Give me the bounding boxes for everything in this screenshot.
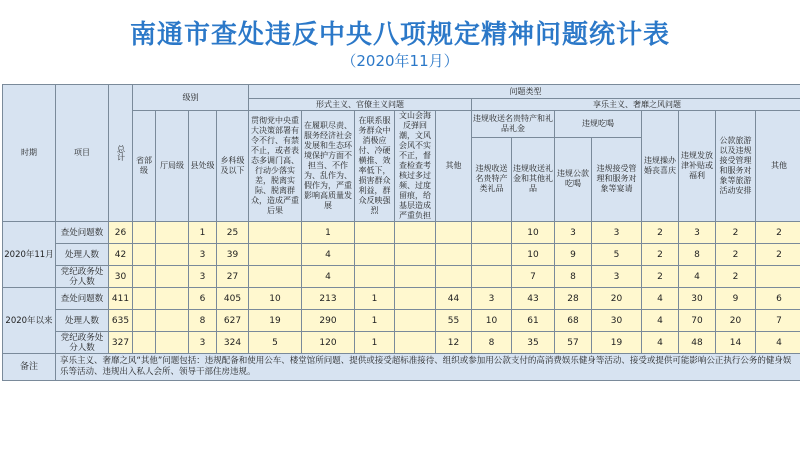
value-cell: 1 [355, 310, 395, 332]
value-cell: 44 [436, 288, 472, 310]
header-level-bureau: 厅局级 [156, 111, 189, 222]
value-cell [395, 222, 436, 244]
header-dining-group: 违规吃喝 [555, 111, 642, 138]
value-cell: 70 [679, 310, 716, 332]
value-cell: 9 [716, 288, 756, 310]
header-formalism-4: 文山会海反弹回潮，文风会风不实不正，督查检查考核过多过频、过度留痕，给基层造成严重负担 [395, 111, 436, 222]
value-cell: 35 [512, 332, 555, 354]
value-cell: 39 [217, 244, 249, 266]
row-item: 查处问题数 [56, 288, 109, 310]
value-cell: 25 [217, 222, 249, 244]
table-row [3, 310, 800, 332]
value-cell: 8 [679, 244, 716, 266]
header-level-province: 省部级 [133, 111, 156, 222]
value-cell: 42 [109, 244, 133, 266]
value-cell [249, 222, 302, 244]
value-cell: 8 [189, 310, 217, 332]
header-problem-type: 问题类型 [249, 85, 800, 99]
header-tourism: 公款旅游以及违规接受管理和服务对象等旅游活动安排 [716, 111, 756, 222]
value-cell: 10 [249, 288, 302, 310]
value-cell: 30 [592, 310, 642, 332]
value-cell [395, 332, 436, 354]
value-cell: 27 [217, 266, 249, 288]
value-cell [756, 266, 800, 288]
value-cell: 5 [592, 244, 642, 266]
value-cell: 7 [756, 310, 800, 332]
page-title: 南通市查处违反中央八项规定精神问题统计表 [129, 20, 670, 50]
row-item: 处理人数 [56, 244, 109, 266]
header-level-group: 级别 [133, 85, 249, 111]
header-gifts-specialty: 违规收送名贵特产类礼品 [472, 137, 512, 221]
value-cell: 6 [189, 288, 217, 310]
header-item: 项目 [56, 85, 109, 222]
value-cell: 14 [716, 332, 756, 354]
page-subtitle: （2020年11月） [341, 52, 459, 70]
statistics-table [2, 84, 800, 381]
value-cell: 10 [512, 222, 555, 244]
value-cell: 2 [756, 244, 800, 266]
value-cell: 30 [109, 266, 133, 288]
value-cell: 30 [679, 288, 716, 310]
value-cell [156, 266, 189, 288]
value-cell [355, 266, 395, 288]
table-row [3, 266, 800, 288]
value-cell: 635 [109, 310, 133, 332]
note-label: 备注 [3, 354, 56, 381]
value-cell: 20 [592, 288, 642, 310]
value-cell [355, 244, 395, 266]
value-cell [133, 288, 156, 310]
value-cell: 12 [436, 332, 472, 354]
header-dining-banquet: 违规接受管理和服务对象等宴请 [592, 137, 642, 221]
value-cell [156, 288, 189, 310]
header-formalism-other: 其他 [436, 111, 472, 222]
note-text: 享乐主义、奢靡之风“其他”问题包括：违规配备和使用公车、楼堂馆所问题、提供或接受超标准接待、组织或参加用公款支付的高消费娱乐健身等活动、接受或提供可能影响公正执行公务的健身娱乐等活动、违规出入私人会所、领导干部住房违规。 [56, 354, 800, 381]
value-cell: 213 [302, 288, 355, 310]
value-cell: 9 [555, 244, 592, 266]
value-cell: 10 [512, 244, 555, 266]
value-cell: 1 [189, 222, 217, 244]
value-cell: 19 [249, 310, 302, 332]
note-row [3, 354, 800, 381]
header-dining-public: 违规公款吃喝 [555, 137, 592, 221]
value-cell: 4 [302, 266, 355, 288]
value-cell: 2 [716, 244, 756, 266]
value-cell: 1 [355, 288, 395, 310]
value-cell [133, 244, 156, 266]
value-cell [133, 222, 156, 244]
value-cell: 3 [472, 288, 512, 310]
value-cell: 4 [642, 288, 679, 310]
value-cell: 3 [592, 222, 642, 244]
period-label: 2020年以来 [3, 288, 56, 354]
value-cell: 48 [679, 332, 716, 354]
value-cell [395, 244, 436, 266]
header-total: 总计 [109, 85, 133, 222]
row-item: 查处问题数 [56, 222, 109, 244]
value-cell: 120 [302, 332, 355, 354]
value-cell [355, 222, 395, 244]
value-cell: 2 [716, 266, 756, 288]
value-cell: 61 [512, 310, 555, 332]
value-cell: 26 [109, 222, 133, 244]
table-row [3, 222, 800, 244]
value-cell: 10 [472, 310, 512, 332]
period-label: 2020年11月 [3, 222, 56, 288]
header-formalism-3: 在联系服务群众中消极应付、冷硬横推、效率低下，损害群众利益，群众反映强烈 [355, 111, 395, 222]
value-cell: 57 [555, 332, 592, 354]
value-cell [156, 222, 189, 244]
value-cell [472, 244, 512, 266]
row-item: 处理人数 [56, 310, 109, 332]
value-cell: 405 [217, 288, 249, 310]
header-formalism-1: 贯彻党中央重大决策部署有令不行、有禁不止，或者表态多调门高、行动少落实差，脱离实际、脱离群众，造成严重后果 [249, 111, 302, 222]
value-cell: 4 [756, 332, 800, 354]
value-cell: 3 [592, 266, 642, 288]
value-cell: 3 [679, 222, 716, 244]
value-cell [156, 310, 189, 332]
value-cell [436, 222, 472, 244]
value-cell: 55 [436, 310, 472, 332]
value-cell: 4 [302, 244, 355, 266]
value-cell [436, 244, 472, 266]
value-cell: 8 [555, 266, 592, 288]
value-cell: 5 [249, 332, 302, 354]
value-cell [472, 266, 512, 288]
table-row [3, 332, 800, 354]
header-level-county: 县处级 [189, 111, 217, 222]
value-cell [436, 266, 472, 288]
value-cell [156, 244, 189, 266]
value-cell [133, 332, 156, 354]
value-cell [133, 266, 156, 288]
header-level-township: 乡科级及以下 [217, 111, 249, 222]
value-cell [395, 310, 436, 332]
value-cell: 20 [716, 310, 756, 332]
header-weddings: 违规操办婚丧喜庆 [642, 111, 679, 222]
value-cell: 3 [189, 266, 217, 288]
value-cell: 3 [555, 222, 592, 244]
value-cell [133, 310, 156, 332]
value-cell: 290 [302, 310, 355, 332]
header-subsidies: 违规发放津补贴或福利 [679, 111, 716, 222]
row-item: 党纪政务处分人数 [56, 266, 109, 288]
value-cell: 43 [512, 288, 555, 310]
value-cell: 627 [217, 310, 249, 332]
row-item: 党纪政务处分人数 [56, 332, 109, 354]
header-period: 时期 [3, 85, 56, 222]
value-cell: 3 [189, 332, 217, 354]
header-gifts-cash: 违规收送礼金和其他礼品 [512, 137, 555, 221]
table-row [3, 244, 800, 266]
value-cell: 6 [756, 288, 800, 310]
value-cell [249, 244, 302, 266]
value-cell: 3 [189, 244, 217, 266]
value-cell [395, 288, 436, 310]
value-cell: 327 [109, 332, 133, 354]
header-formalism-group: 形式主义、官僚主义问题 [249, 99, 472, 111]
value-cell [472, 222, 512, 244]
value-cell: 2 [642, 266, 679, 288]
value-cell: 68 [555, 310, 592, 332]
value-cell: 1 [355, 332, 395, 354]
value-cell: 4 [642, 332, 679, 354]
value-cell [395, 266, 436, 288]
header-gifts-group: 违规收送名贵特产和礼品礼金 [472, 111, 555, 138]
value-cell: 2 [642, 244, 679, 266]
value-cell: 2 [642, 222, 679, 244]
value-cell: 324 [217, 332, 249, 354]
value-cell: 2 [756, 222, 800, 244]
value-cell [156, 332, 189, 354]
value-cell: 7 [512, 266, 555, 288]
value-cell: 8 [472, 332, 512, 354]
value-cell: 4 [679, 266, 716, 288]
value-cell: 19 [592, 332, 642, 354]
value-cell [249, 266, 302, 288]
header-formalism-2: 在履职尽责、服务经济社会发展和生态环境保护方面不担当、不作为、乱作为、假作为，严重影响高质量发展 [302, 111, 355, 222]
table-row [3, 288, 800, 310]
value-cell: 28 [555, 288, 592, 310]
value-cell: 4 [642, 310, 679, 332]
value-cell: 2 [716, 222, 756, 244]
value-cell: 411 [109, 288, 133, 310]
header-hedonism-other: 其他 [756, 111, 800, 222]
value-cell: 1 [302, 222, 355, 244]
header-hedonism-group: 享乐主义、奢靡之风问题 [472, 99, 800, 111]
